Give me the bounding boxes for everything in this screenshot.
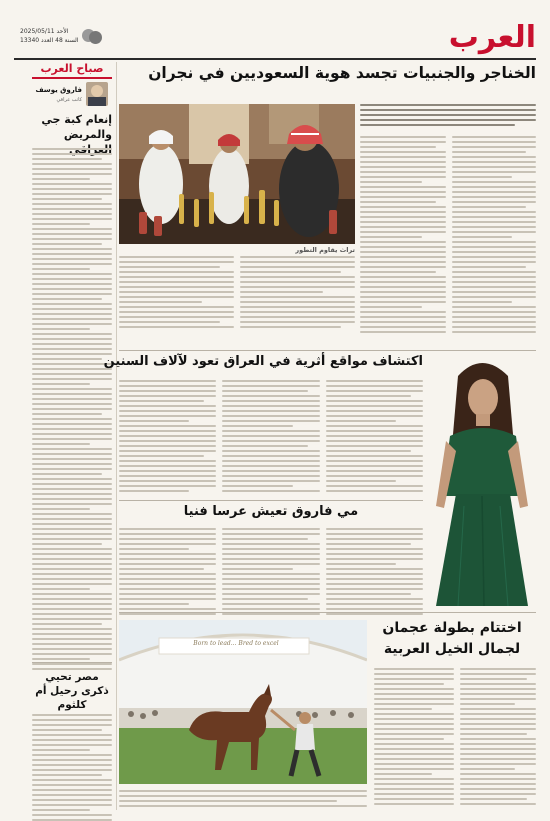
singer-photo bbox=[428, 356, 536, 606]
story4-col-a bbox=[460, 668, 536, 805]
story2-bottom-rule bbox=[119, 500, 423, 501]
story3-col-c bbox=[119, 528, 216, 615]
sidebar bbox=[32, 62, 112, 810]
story2-col-a bbox=[326, 380, 423, 492]
story2-headline: اكتشاف مواقع أثرية في العراق تعود لآلاف السنين bbox=[103, 354, 423, 369]
lead-headline: الخناجر والجنبيات تجسد هوية السعوديين في نجران bbox=[148, 64, 536, 82]
story4-col-b bbox=[374, 668, 454, 805]
lead-body-col-a bbox=[452, 136, 536, 333]
masthead bbox=[14, 22, 536, 58]
date-line-1: الأحد 2025/05/11 bbox=[20, 28, 69, 35]
page-number-badge bbox=[82, 29, 102, 45]
lead-body-col-d bbox=[119, 256, 234, 328]
story3-col-a bbox=[326, 528, 423, 615]
story3-bottom-rule bbox=[119, 612, 536, 613]
horse-banner-text: Born to lead... Bred to excel bbox=[193, 640, 279, 647]
author-photo bbox=[86, 82, 108, 106]
story2-col-c bbox=[119, 380, 216, 492]
lead-body-col-c bbox=[240, 256, 355, 328]
story3-col-b bbox=[222, 528, 320, 615]
date-line-2: السنة 48 العدد 13340 bbox=[20, 37, 79, 44]
sidebar-body-text bbox=[32, 148, 112, 670]
lead-bottom-rule bbox=[119, 350, 536, 351]
story4-under-photo bbox=[119, 790, 367, 807]
sidebar-bottom-headline: مصر تحيي ذكرى رحيل أم كلثوم bbox=[35, 671, 109, 711]
sidebar-bottom-text bbox=[32, 714, 112, 821]
masthead-rule bbox=[14, 58, 536, 60]
author-role: كاتب عراقي bbox=[56, 97, 82, 103]
story4-headline: اختتام بطولة عجمان لجمال الخيل العربية bbox=[382, 620, 522, 657]
lead-intro-text bbox=[360, 104, 536, 126]
story2-col-b bbox=[222, 380, 320, 492]
masthead-logo: العرب bbox=[448, 20, 536, 55]
sidebar-separator bbox=[116, 62, 117, 810]
author-name: فاروق يوسف bbox=[35, 86, 82, 94]
sidebar-column-title: صباح العرب bbox=[32, 62, 112, 79]
lead-photo-caption: تراث يقاوم التطور bbox=[295, 246, 355, 254]
sidebar-divider bbox=[32, 662, 112, 663]
lead-body-col-b bbox=[360, 136, 446, 333]
story3-headline: مي فاروق تعيش عرسا فنيا bbox=[183, 504, 359, 519]
sidebar-column-headline: إنعام كبة جي والمريض bbox=[41, 113, 112, 141]
lead-photo-daggers bbox=[119, 104, 355, 244]
